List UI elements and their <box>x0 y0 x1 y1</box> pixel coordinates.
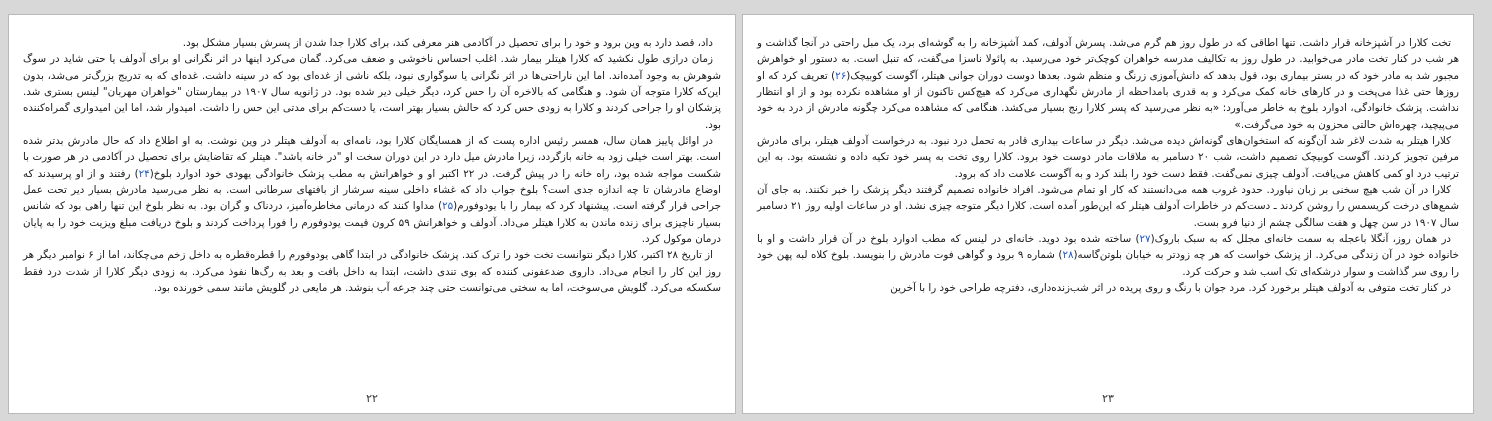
paragraph-text: ) ساخته شده بود دوید. خانه‌ای در لینس که مطب ادوارد بلوخ در آن قرار داشت و او با خانواده خود در آن زندگی می‌کرد. از پزشک خواست که هر چه زودتر به خیابان بلوتن‌گاسه( <box>757 233 1459 262</box>
page-body <box>23 35 721 297</box>
document-page-right <box>742 14 1474 414</box>
paragraph-text: تخت کلارا در آشپزخانه قرار داشت. تنها اطاقی که در طول روز هم گرم می‌شد. پسرش آدولف، کمد آشپزخانه را به گوشه‌ای برد، یک مبل راحتی در آنجا گذاشت و هر شب در کنار تخت مادر می‌خوابید. در طول روز به تکالیف مدرسه خواهران کوچک‌تر خود می‌رسید. به پائولا ناسزا می‌گفت، که تنبل است. به دستور او خواهرش مجبور شد به مادر خود که در بستر بیماری بود، قول بدهد که دانش‌آموزی زرنگ و منظم شود. بعدها دوست دوران جوانی هیتلر، آگوست کوبیچک( <box>757 37 1459 82</box>
page-number: ۲۲ <box>366 392 378 405</box>
paragraph-text: در اوائل پاییز همان سال، همسر رئیس اداره پست که از همسایگان کلارا بود، نامه‌ای به آدولف هیتلر در وین نوشت. به او اطلاع داد که حال مادرش بدتر شده است. بهتر است خیلی زود به خانه بازگردد، زیرا مادرش میل دارد در این دوران سخت او "در خانه باشد". هیتلر که تقاضایش برای تحصیل در آکادمی در هر صورت با شکست مواجه شده بود، راه خانه را در پیش گرفت. در ۲۲ اکتبر او و خواهرانش به مطب پزشک خانوادگی یهودی خود ادوارد بلوخ( <box>23 135 721 180</box>
paragraph-text: زمان درازی طول نکشید که کلارا هیتلر بیمار شد. اغلب احساس ناخوشی و ضعف می‌کرد. گمان می‌کرد اینها در اثر نگرانی او برای آدولف یا حتی شاید در سوگ شوهرش به وجود آمده‌اند. اما این ناراحتی‌ها در اثر نگرانی یا سوگواری نبود، بلکه ناشی از غده‌ای بود که در سینه داشت. غده‌ای که به تدریج بزرگ‌تر می‌شد، بدون این‌که کلارا متوجه آن شود. و هنگامی که بالاخره آن را حس کرد، دیگر خیلی دیر شده بود. در ژانویه سال ۱۹۰۷ در بیمارستان "خواهران مهربان" لینس بستری شد. پزشکان او را جراحی کردند و کلارا به زودی حس کرد که حالش بسیار بهتر است، یا دست‌کم برای مدتی این حس را داشت. امیدوار شد، اما این امیدواری گمراه‌کننده بود. <box>23 53 721 131</box>
footnote-ref-link[interactable]: ۲۶ <box>835 69 847 82</box>
paragraph <box>23 35 721 51</box>
paragraph <box>23 51 721 133</box>
paragraph-text: ) تعریف کرد که او روزها حتی غذا می‌پخت و در کارهای خانه کمک می‌کرد و به قدری بامداحظه از مادرش نگهداری می‌کرد که هیچ‌کس تاکنون از او مشاهده نکرده بود و از او انتظار نداشت. پزشک خانوادگی، ادوارد بلوخ به خاطر می‌آورد: «به نظر می‌رسید که پسر کلارا رنج بسیار می‌کشد. هنگامی که مشاهده می‌کرد چگونه مادرش از درد به خود می‌پیچید، چهره‌اش حالتی محزون به خود می‌گرفت.» <box>757 69 1459 131</box>
footnote-ref-link[interactable]: ۲۵ <box>442 200 454 213</box>
footnote-ref-link[interactable]: ۲۸ <box>1062 249 1074 262</box>
paragraph <box>23 133 721 247</box>
paragraph <box>757 231 1459 280</box>
paragraph-text: ) مداوا کنند که درمانی مخاطره‌آمیز، دردناک و گران بود. به نظر بلوخ این تنها راهی بود که شانس بسیار ناچیزی برای زنده ماندن به کلارا هیتلر می‌داد. آدولف و خواهرانش ۵۹ کرون قیمت یودوفورم را فورا پرداخت کردند و بلوخ دریافت مبلغ ویزیت خود را به پایان درمان موکول کرد. <box>23 200 721 246</box>
paragraph <box>23 247 721 296</box>
paragraph-text: در همان روز، آنگلا باعجله به سمت خانه‌ای مجلل که به سبک باروک( <box>1150 233 1452 246</box>
paragraph <box>757 280 1459 296</box>
paragraph-text: کلارا در آن شب هیچ سخنی بر زبان نیاورد. حدود غروب همه می‌دانستند که کار او تمام می‌شود. افراد خانواده تصمیم گرفتند دیگر پزشک را خبر نکنند. به جای آن شمع‌های درخت کریسمس را روشن کردند ـ دست‌کم در خاطرات آدولف هیتلر که این‌طور آمده است. کلارا دیگر متوجه چیزی نشد. او در ساعات اولیه روز ۲۱ دسامبر سال ۱۹۰۷ در سن چهل و هفت سالگی چشم از دنیا فرو بست. <box>757 184 1459 229</box>
paragraph <box>757 133 1459 182</box>
paragraph-text: از تاریخ ۲۸ اکتبر، کلارا دیگر نتوانست تخت خود را ترک کند. پزشک خانوادگی در ابتدا گاهی یودوفورم را قطره‌قطره به داخل زخم می‌چکاند، اما از ۶ نوامبر دیگر هر روز این کار را انجام می‌داد. داروی ضدعفونی کننده که بوی تندی داشت، ابتدا به داخل بافت و بعد به رگ‌ها نفوذ می‌کرد. به زودی دیگر کلارا از شدت درد فقط سکسکه می‌کرد. گلویش می‌سوخت، اما به سختی می‌توانست حتی چند جرعه آب بنوشد. هر مایعی در گلویش مانند سمی خورنده بود. <box>23 249 721 295</box>
footnote-ref-link[interactable]: ۲۴ <box>138 167 150 180</box>
document-page-left <box>8 14 736 414</box>
paragraph <box>757 182 1459 231</box>
page-number: ۲۳ <box>1102 392 1114 405</box>
paragraph-text: کلارا هیتلر به شدت لاغر شد آن‌گونه که استخوان‌های گونه‌اش دیده می‌شد. دیگر در ساعات بیداری قادر به تحمل درد نبود. به درخواست آدولف هیتلر، برای مادرش مرفین تجویز کردند. آگوست کوبیچک تصمیم داشت، شب ۲۰ دسامبر به ملاقات مادر دوست خود برود. کلارا روی تخت به پسر خود تکیه داده و نشسته بود. به این ترتیب درد او کمی کاهش می‌یافت. آدولف چیزی نمی‌گفت. فقط دست خود را بلند کرد و به آگوست علامت داد که برود. <box>757 135 1459 180</box>
paragraph-text: در کنار تخت متوفی به آدولف هیتلر برخورد کرد. مرد جوان با رنگ و روی پریده در اثر شب‌زنده‌داری، دفترچه طراحی خود را با آخرین <box>890 282 1451 295</box>
page-body <box>757 35 1459 297</box>
paragraph-text: ) شماره ۹ برود و گواهی فوت مادرش را بنویسد. بلوخ کلاه لبه پهن خود را روی سر گذاشت و سوار درشکه‌ای تک اسب شد و حرکت کرد. <box>757 249 1459 278</box>
paragraph <box>757 35 1459 133</box>
footnote-ref-link[interactable]: ۲۷ <box>1139 233 1151 246</box>
paragraph-text: داد، قصد دارد به وین برود و خود را برای تحصیل در آکادمی هنر معرفی کند، برای کلارا جدا شدن از پسرش بسیار مشکل بود. <box>182 37 713 49</box>
paragraph-text: ) رفتند و از او پرسیدند که اوضاع مادرشان تا چه اندازه جدی است؟ بلوخ جواب داد که غشاء داخلی سینه سرشار از بافتهای سرطانی است. به نظر می‌رسید مادرش بسیار دیر تحت عمل جراحی قرار گرفته است. پیشنهاد کرد که بیمار را با یودوفورم( <box>23 167 722 213</box>
